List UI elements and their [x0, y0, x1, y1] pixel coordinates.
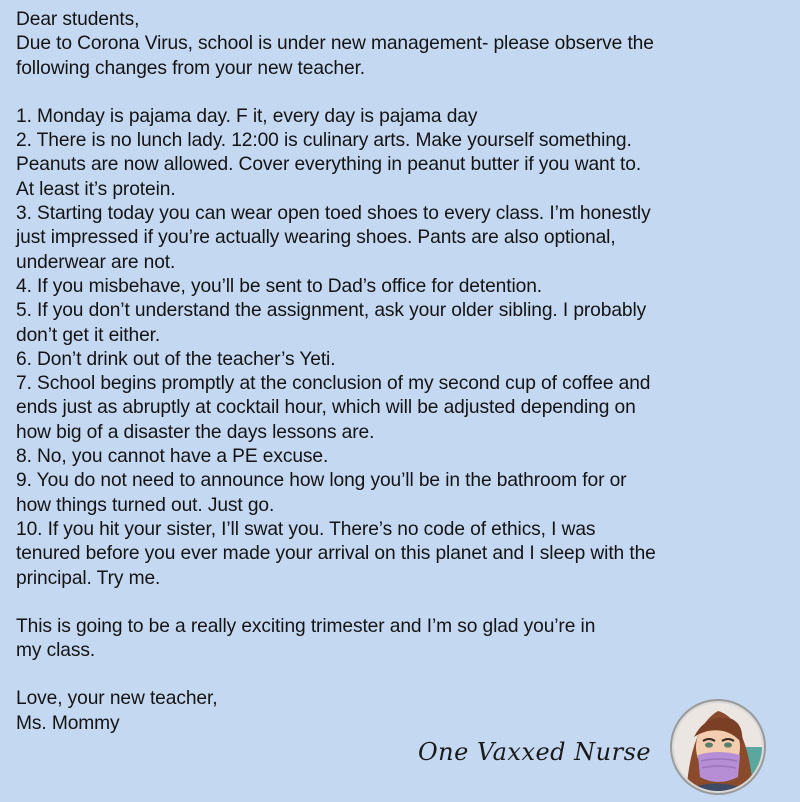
- rule-line: tenured before you ever made your arrival on this planet and I sleep with the: [16, 543, 656, 565]
- rule-line: 8. No, you cannot have a PE excuse.: [16, 446, 329, 468]
- rule-line: Peanuts are now allowed. Cover everything in peanut butter if you want to.: [16, 154, 642, 176]
- intro-line: following changes from your new teacher.: [16, 57, 366, 79]
- rule-line: 6. Don’t drink out of the teacher’s Yeti.: [16, 348, 336, 370]
- brand-name: One Vaxxed Nurse: [418, 738, 652, 766]
- rule-line: ends just as abruptly at cocktail hour, which will be adjusted depending on: [16, 397, 636, 419]
- rule-line: 9. You do not need to announce how long you’ll be in the bathroom for or: [16, 470, 627, 492]
- rule-line: don’t get it either.: [16, 324, 161, 346]
- nurse-avatar-graphic: [668, 697, 768, 797]
- closing-line: my class.: [16, 640, 96, 662]
- signoff: Love, your new teacher,: [16, 688, 218, 710]
- rule-line: At least it’s protein.: [16, 178, 176, 200]
- rule-line: 7. School begins promptly at the conclusion of my second cup of coffee and: [16, 373, 651, 395]
- intro-line: Due to Corona Virus, school is under new management- please observe the: [16, 33, 654, 55]
- rule-line: 2. There is no lunch lady. 12:00 is culinary arts. Make yourself something.: [16, 130, 632, 152]
- closing-line: This is going to be a really exciting trimester and I’m so glad you’re in: [16, 615, 596, 637]
- paragraph-gap: [16, 591, 786, 615]
- rule-line: underwear are not.: [16, 251, 176, 273]
- greeting: Dear students,: [16, 9, 140, 30]
- rule-line: principal. Try me.: [16, 567, 161, 589]
- nurse-avatar-icon: [668, 697, 768, 797]
- rule-line: how things turned out. Just go.: [16, 494, 275, 516]
- paragraph-gap: [16, 81, 786, 105]
- rule-line: how big of a disaster the days lessons are.: [16, 421, 375, 443]
- rule-line: 1. Monday is pajama day. F it, every day is pajama day: [16, 105, 478, 127]
- letter-body: [16, 8, 786, 736]
- paragraph-gap: [16, 663, 786, 687]
- rule-line: just impressed if you’re actually wearing shoes. Pants are also optional,: [16, 227, 616, 249]
- signature: Ms. Mommy: [16, 712, 120, 734]
- rule-line: 3. Starting today you can wear open toed shoes to every class. I’m honestly: [16, 203, 651, 225]
- rule-line: 5. If you don’t understand the assignment, ask your older sibling. I probably: [16, 300, 647, 322]
- rule-line: 10. If you hit your sister, I’ll swat you. There’s no code of ethics, I was: [16, 518, 596, 540]
- rule-line: 4. If you misbehave, you’ll be sent to Dad’s office for detention.: [16, 275, 542, 297]
